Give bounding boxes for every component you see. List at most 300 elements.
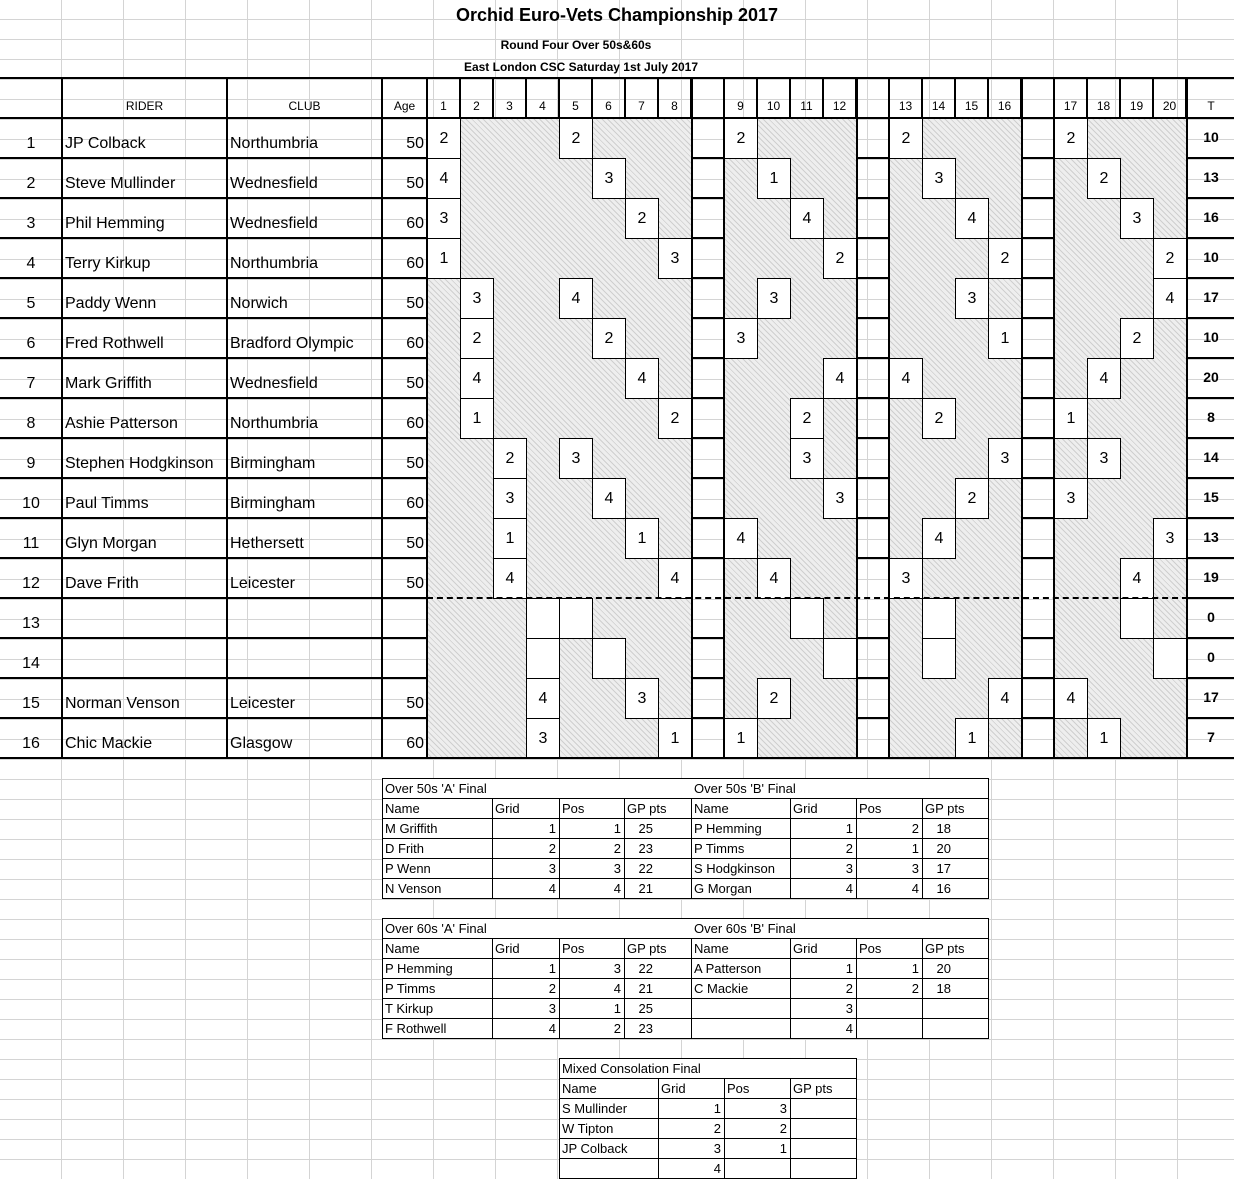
row-line bbox=[1186, 197, 1234, 199]
heat-header-divider bbox=[624, 78, 626, 118]
row-line bbox=[1021, 277, 1054, 279]
row-line bbox=[1021, 557, 1054, 559]
o60-a-final-gp-pts: 23 bbox=[638, 1021, 653, 1036]
consolation-final-pos: 2 bbox=[779, 1121, 787, 1136]
o60-a-final-pos: 1 bbox=[613, 1001, 621, 1016]
heat-score-cell: 1 bbox=[658, 718, 692, 759]
rider-name: Mark Griffith bbox=[65, 375, 152, 392]
row-line bbox=[0, 557, 427, 559]
table-row-line bbox=[559, 1078, 857, 1079]
heat-score-cell: 2 bbox=[427, 118, 461, 159]
o60-b-final-grid: 4 bbox=[845, 1021, 853, 1036]
row-line bbox=[691, 357, 724, 359]
heat-score-cell bbox=[790, 598, 824, 639]
row-line bbox=[1186, 157, 1234, 159]
table-col-line bbox=[624, 798, 625, 898]
row-line bbox=[691, 477, 724, 479]
heat-score-cell: 2 bbox=[592, 318, 626, 359]
rider-number: 2 bbox=[26, 175, 36, 192]
rider-number: 13 bbox=[22, 615, 40, 632]
o60-a-final-col-header: Grid bbox=[495, 941, 520, 956]
o50-a-final-grid: 2 bbox=[548, 841, 556, 856]
o60-a-final-col-header: GP pts bbox=[627, 941, 667, 956]
heat-header-divider bbox=[921, 78, 923, 118]
row-line bbox=[691, 157, 724, 159]
heat-header-divider bbox=[1086, 78, 1088, 118]
o60-b-final-title: Over 60s 'B' Final bbox=[694, 921, 796, 936]
heat-score-cell: 1 bbox=[955, 718, 989, 759]
rider-name: Dave Frith bbox=[65, 575, 139, 592]
heat-score-cell: 2 bbox=[988, 238, 1022, 279]
heat-score-cell bbox=[922, 638, 956, 679]
column-line bbox=[856, 78, 858, 758]
row-line bbox=[0, 517, 427, 519]
rider-name: Glyn Morgan bbox=[65, 535, 157, 552]
row-line bbox=[1186, 277, 1234, 279]
rider-club: Birmingham bbox=[230, 455, 316, 472]
heat-score-cell: 2 bbox=[922, 398, 956, 439]
o50-b-final-col-header: Name bbox=[694, 801, 729, 816]
heat-header: 6 bbox=[605, 99, 612, 113]
rider-number: 7 bbox=[26, 375, 36, 392]
o50-b-final-gp-pts: 16 bbox=[936, 881, 951, 896]
rider-club: Northumbria bbox=[230, 255, 319, 272]
rider-number: 8 bbox=[26, 415, 36, 432]
row-line bbox=[691, 677, 724, 679]
rider-name: Fred Rothwell bbox=[65, 335, 164, 352]
heat-score-cell bbox=[922, 598, 956, 639]
o50-a-final-grid: 1 bbox=[548, 821, 556, 836]
column-line bbox=[888, 78, 890, 758]
heat-score-cell: 3 bbox=[1153, 518, 1187, 559]
heat-score-cell: 3 bbox=[1054, 478, 1088, 519]
row-line bbox=[0, 317, 427, 319]
heat-score-cell: 1 bbox=[1087, 718, 1121, 759]
heat-score-cell: 2 bbox=[724, 118, 758, 159]
rider-name: JP Colback bbox=[65, 135, 146, 152]
rider-number: 11 bbox=[22, 535, 40, 552]
heat-header-divider bbox=[822, 78, 824, 118]
row-line bbox=[0, 477, 427, 479]
row-line bbox=[0, 357, 427, 359]
rider-club: Leicester bbox=[230, 695, 295, 712]
rider-age: 60 bbox=[406, 335, 424, 352]
rider-club: Northumbria bbox=[230, 415, 319, 432]
rider-number: 1 bbox=[26, 135, 36, 152]
o50-a-final-grid: 3 bbox=[548, 861, 556, 876]
row-line bbox=[0, 717, 427, 719]
row-line bbox=[0, 437, 427, 439]
total-header: T bbox=[1207, 99, 1215, 113]
o50-b-final-gp-pts: 17 bbox=[936, 861, 951, 876]
row-line bbox=[1186, 397, 1234, 399]
table-row-line bbox=[382, 998, 989, 999]
heat-score-cell: 4 bbox=[1153, 278, 1187, 319]
o60-a-final-gp-pts: 21 bbox=[638, 981, 653, 996]
heat-score-cell: 4 bbox=[592, 478, 626, 519]
heat-score-cell: 4 bbox=[922, 518, 956, 559]
rider-club: Wednesfield bbox=[230, 175, 318, 192]
consolation-final-name: S Mullinder bbox=[562, 1101, 628, 1116]
row-line bbox=[691, 517, 724, 519]
club-header: CLUB bbox=[288, 99, 321, 113]
heat-header-divider bbox=[525, 78, 527, 118]
heat-score-cell bbox=[526, 638, 560, 679]
o50-a-final-pos: 2 bbox=[613, 841, 621, 856]
rider-name: Paul Timms bbox=[65, 495, 149, 512]
heat-score-cell: 4 bbox=[559, 278, 593, 319]
rider-number: 5 bbox=[26, 295, 36, 312]
rider-name: Ashie Patterson bbox=[65, 415, 178, 432]
heat-score-cell: 4 bbox=[493, 558, 527, 599]
row-line bbox=[0, 197, 427, 199]
o60-b-final-grid: 1 bbox=[845, 961, 853, 976]
heat-header-divider bbox=[855, 78, 857, 118]
heat-header-divider bbox=[492, 78, 494, 118]
heat-score-cell: 2 bbox=[625, 198, 659, 239]
o60-a-final-name: P Timms bbox=[385, 981, 436, 996]
rider-age: 50 bbox=[406, 175, 424, 192]
rider-total: 13 bbox=[1203, 169, 1219, 185]
heat-score-cell: 4 bbox=[757, 558, 791, 599]
rider-total: 8 bbox=[1207, 409, 1215, 425]
table-col-line bbox=[724, 1078, 725, 1178]
heat-header: 8 bbox=[671, 99, 678, 113]
rider-name: Phil Hemming bbox=[65, 215, 165, 232]
heat-score-cell: 1 bbox=[625, 518, 659, 559]
o60-a-final-grid: 4 bbox=[548, 1021, 556, 1036]
row-line bbox=[1186, 677, 1234, 679]
heat-score-cell: 2 bbox=[1054, 118, 1088, 159]
row-line bbox=[856, 477, 889, 479]
consolation-final-grid: 3 bbox=[713, 1141, 721, 1156]
table-row-line bbox=[559, 1158, 857, 1159]
row-line bbox=[0, 237, 427, 239]
heat-score-cell: 1 bbox=[427, 238, 461, 279]
consolation-final-col-header: Name bbox=[562, 1081, 597, 1096]
rider-number: 6 bbox=[26, 335, 36, 352]
heat-score-cell: 4 bbox=[460, 358, 494, 399]
row-line bbox=[0, 637, 427, 639]
heat-score-cell: 3 bbox=[658, 238, 692, 279]
heat-score-cell: 3 bbox=[460, 278, 494, 319]
heat-header: 12 bbox=[832, 99, 847, 113]
o60-a-final-gp-pts: 22 bbox=[638, 961, 653, 976]
heat-score-cell: 1 bbox=[460, 398, 494, 439]
rider-club: Norwich bbox=[230, 295, 288, 312]
heat-score-cell bbox=[559, 598, 593, 639]
row-line bbox=[1186, 517, 1234, 519]
row-line bbox=[1021, 637, 1054, 639]
heat-header: 7 bbox=[638, 99, 645, 113]
table-row-line bbox=[382, 858, 989, 859]
heat-header: 18 bbox=[1096, 99, 1111, 113]
o60-b-final-col-header: Name bbox=[694, 941, 729, 956]
table-row-line bbox=[559, 1118, 857, 1119]
heat-score-cell: 1 bbox=[757, 158, 791, 199]
heat-score-cell: 3 bbox=[625, 678, 659, 719]
heat-score-cell: 3 bbox=[922, 158, 956, 199]
row-line bbox=[856, 197, 889, 199]
rider-age: 50 bbox=[406, 295, 424, 312]
o50-b-final-col-header: Pos bbox=[859, 801, 882, 816]
heat-score-cell: 4 bbox=[625, 358, 659, 399]
heat-score-cell: 3 bbox=[1087, 438, 1121, 479]
heat-score-cell: 3 bbox=[889, 558, 923, 599]
table-top-line bbox=[0, 77, 1234, 79]
rider-club: Northumbria bbox=[230, 135, 319, 152]
o60-a-final-name: F Rothwell bbox=[385, 1021, 447, 1036]
o50-b-final-pos: 2 bbox=[911, 821, 919, 836]
row-line bbox=[856, 517, 889, 519]
o50-a-final-name: M Griffith bbox=[385, 821, 438, 836]
heat-score-cell: 4 bbox=[988, 678, 1022, 719]
o60-a-final-col-header: Name bbox=[385, 941, 420, 956]
heat-header-divider bbox=[657, 78, 659, 118]
table-col-line bbox=[922, 798, 923, 898]
consolation-final-col-header: GP pts bbox=[793, 1081, 833, 1096]
row-line bbox=[1021, 437, 1054, 439]
heat-score-cell: 2 bbox=[1087, 158, 1121, 199]
heat-score-cell: 4 bbox=[823, 358, 857, 399]
o50-b-final-pos: 1 bbox=[911, 841, 919, 856]
row-line bbox=[691, 717, 724, 719]
row-line bbox=[0, 157, 427, 159]
heat-score-cell: 3 bbox=[559, 438, 593, 479]
table-col-line bbox=[658, 1078, 659, 1178]
row-line bbox=[856, 637, 889, 639]
row-line bbox=[0, 757, 1234, 759]
column-line bbox=[61, 78, 63, 758]
table-col-line bbox=[922, 938, 923, 1038]
row-line bbox=[1186, 357, 1234, 359]
heat-header-divider bbox=[789, 78, 791, 118]
column-line bbox=[1021, 78, 1023, 758]
heat-score-cell: 4 bbox=[1087, 358, 1121, 399]
rider-total: 17 bbox=[1203, 689, 1219, 705]
heat-header: 9 bbox=[737, 99, 744, 113]
heat-header-divider bbox=[459, 78, 461, 118]
rider-header: RIDER bbox=[125, 99, 164, 113]
row-line bbox=[1186, 477, 1234, 479]
age-header: Age bbox=[393, 99, 416, 113]
heat-header: 3 bbox=[506, 99, 513, 113]
heat-header: 19 bbox=[1129, 99, 1144, 113]
consolation-final-col-header: Pos bbox=[727, 1081, 750, 1096]
heat-header: 4 bbox=[539, 99, 546, 113]
heat-header: 2 bbox=[473, 99, 480, 113]
o60-a-final-grid: 1 bbox=[548, 961, 556, 976]
o50-a-final-pos: 4 bbox=[613, 881, 621, 896]
o60-a-final-title: Over 60s 'A' Final bbox=[385, 921, 487, 936]
rider-number: 10 bbox=[22, 495, 40, 512]
o50-a-final-gp-pts: 22 bbox=[638, 861, 653, 876]
row-line bbox=[1021, 317, 1054, 319]
table-row-line bbox=[382, 1018, 989, 1019]
o60-b-final-col-header: Grid bbox=[793, 941, 818, 956]
rider-club: Wednesfield bbox=[230, 375, 318, 392]
heat-score-cell: 4 bbox=[427, 158, 461, 199]
o50-a-final-pos: 3 bbox=[613, 861, 621, 876]
header-bottom-line bbox=[0, 117, 1234, 119]
row-line bbox=[691, 197, 724, 199]
o60-a-final-gp-pts: 25 bbox=[638, 1001, 653, 1016]
o50-a-final-gp-pts: 23 bbox=[638, 841, 653, 856]
heat-score-cell: 2 bbox=[1153, 238, 1187, 279]
table-row-line bbox=[382, 938, 989, 939]
row-line bbox=[1021, 677, 1054, 679]
rider-total: 13 bbox=[1203, 529, 1219, 545]
row-line bbox=[856, 677, 889, 679]
rider-number: 4 bbox=[26, 255, 36, 272]
consolation-final-col-header: Grid bbox=[661, 1081, 686, 1096]
table-col-line bbox=[691, 798, 692, 898]
rider-number: 15 bbox=[22, 695, 40, 712]
heat-score-cell: 4 bbox=[724, 518, 758, 559]
row-line bbox=[1186, 597, 1234, 599]
row-line bbox=[856, 237, 889, 239]
row-line bbox=[691, 317, 724, 319]
rider-club: Birmingham bbox=[230, 495, 316, 512]
o50-a-final-pos: 1 bbox=[613, 821, 621, 836]
heat-header: 16 bbox=[997, 99, 1012, 113]
row-line bbox=[856, 397, 889, 399]
table-col-line bbox=[624, 938, 625, 1038]
o60-a-final-col-header: Pos bbox=[562, 941, 585, 956]
heat-header: 11 bbox=[800, 99, 813, 113]
row-line bbox=[856, 277, 889, 279]
rider-total: 14 bbox=[1203, 449, 1219, 465]
rider-total: 17 bbox=[1203, 289, 1219, 305]
table-row-line bbox=[382, 838, 989, 839]
venue-subtitle: East London CSC Saturday 1st July 2017 bbox=[463, 60, 699, 74]
row-line bbox=[691, 277, 724, 279]
table-row-line bbox=[382, 978, 989, 979]
heat-header-divider bbox=[1119, 78, 1121, 118]
heat-score-cell: 4 bbox=[1120, 558, 1154, 599]
rider-age: 60 bbox=[406, 735, 424, 752]
rider-age: 50 bbox=[406, 535, 424, 552]
row-line bbox=[856, 157, 889, 159]
table-row-line bbox=[382, 958, 989, 959]
o60-a-final-grid: 2 bbox=[548, 981, 556, 996]
heat-score-cell: 1 bbox=[493, 518, 527, 559]
heat-score-cell: 4 bbox=[790, 198, 824, 239]
rider-name: Terry Kirkup bbox=[65, 255, 151, 272]
table-col-line bbox=[856, 938, 857, 1038]
row-line bbox=[0, 277, 427, 279]
o60-b-final-col-header: GP pts bbox=[925, 941, 965, 956]
o50-b-final-name: S Hodgkinson bbox=[694, 861, 775, 876]
heat-score-cell: 4 bbox=[889, 358, 923, 399]
row-line bbox=[691, 637, 724, 639]
rider-number: 14 bbox=[22, 655, 40, 672]
rider-total: 15 bbox=[1203, 489, 1219, 505]
heat-score-cell: 1 bbox=[1054, 398, 1088, 439]
o50-b-final-grid: 2 bbox=[845, 841, 853, 856]
rider-total: 10 bbox=[1203, 249, 1219, 265]
heat-score-cell bbox=[526, 598, 560, 639]
heat-header: 13 bbox=[898, 99, 913, 113]
rider-club: Leicester bbox=[230, 575, 295, 592]
o60-b-final-col-header: Pos bbox=[859, 941, 882, 956]
heat-score-cell: 2 bbox=[559, 118, 593, 159]
o50-b-final-name: P Hemming bbox=[694, 821, 762, 836]
row-line bbox=[691, 437, 724, 439]
column-line bbox=[226, 78, 228, 758]
row-line bbox=[1021, 157, 1054, 159]
o50-b-final-gp-pts: 20 bbox=[936, 841, 951, 856]
o50-b-final-col-header: Grid bbox=[793, 801, 818, 816]
rider-age: 60 bbox=[406, 215, 424, 232]
table-col-line bbox=[790, 798, 791, 898]
o60-a-final-grid: 3 bbox=[548, 1001, 556, 1016]
o60-a-final-name: P Hemming bbox=[385, 961, 453, 976]
consolation-final-grid: 2 bbox=[713, 1121, 721, 1136]
heat-score-cell: 2 bbox=[790, 398, 824, 439]
column-line bbox=[691, 78, 693, 758]
rider-number: 9 bbox=[26, 455, 36, 472]
heat-header-divider bbox=[558, 78, 560, 118]
heat-header-divider bbox=[1152, 78, 1154, 118]
o60-a-final-name: T Kirkup bbox=[385, 1001, 434, 1016]
row-line bbox=[691, 397, 724, 399]
heat-score-cell: 3 bbox=[823, 478, 857, 519]
o60-b-final-pos: 2 bbox=[911, 981, 919, 996]
o50-b-final-grid: 1 bbox=[845, 821, 853, 836]
heat-score-cell bbox=[1120, 598, 1154, 639]
table-row-line bbox=[559, 1138, 857, 1139]
heat-header-divider bbox=[591, 78, 593, 118]
o60-b-final-pos: 1 bbox=[911, 961, 919, 976]
o50-a-final-col-header: Pos bbox=[562, 801, 585, 816]
row-line bbox=[1021, 717, 1054, 719]
rider-age: 50 bbox=[406, 455, 424, 472]
o50-b-final-grid: 4 bbox=[845, 881, 853, 896]
rider-total: 10 bbox=[1203, 329, 1219, 345]
heat-header: 1 bbox=[440, 99, 447, 113]
o50-b-final-gp-pts: 18 bbox=[936, 821, 951, 836]
rider-total: 20 bbox=[1203, 369, 1219, 385]
rider-name: Steve Mullinder bbox=[65, 175, 176, 192]
row-line bbox=[1186, 437, 1234, 439]
o60-b-final-grid: 2 bbox=[845, 981, 853, 996]
heat-header-divider bbox=[954, 78, 956, 118]
o50-a-final-gp-pts: 25 bbox=[638, 821, 653, 836]
row-line bbox=[1186, 317, 1234, 319]
row-line bbox=[856, 437, 889, 439]
column-line bbox=[723, 78, 725, 758]
table-col-line bbox=[492, 798, 493, 898]
heat-header-divider bbox=[1020, 78, 1022, 118]
rider-name: Chic Mackie bbox=[65, 735, 153, 752]
table-col-line bbox=[790, 1078, 791, 1178]
heat-header: 15 bbox=[964, 99, 979, 113]
row-line bbox=[856, 317, 889, 319]
heat-header: 14 bbox=[931, 99, 946, 113]
row-line bbox=[1021, 357, 1054, 359]
row-line bbox=[1021, 477, 1054, 479]
rider-total: 0 bbox=[1207, 649, 1215, 665]
o50-b-final-title: Over 50s 'B' Final bbox=[694, 781, 796, 796]
o60-a-final-pos: 3 bbox=[613, 961, 621, 976]
rider-age: 60 bbox=[406, 415, 424, 432]
row-line bbox=[1021, 397, 1054, 399]
rider-age: 50 bbox=[406, 575, 424, 592]
o60-a-final-pos: 4 bbox=[613, 981, 621, 996]
row-line bbox=[856, 557, 889, 559]
rider-club: Bradford Olympic bbox=[230, 335, 354, 352]
